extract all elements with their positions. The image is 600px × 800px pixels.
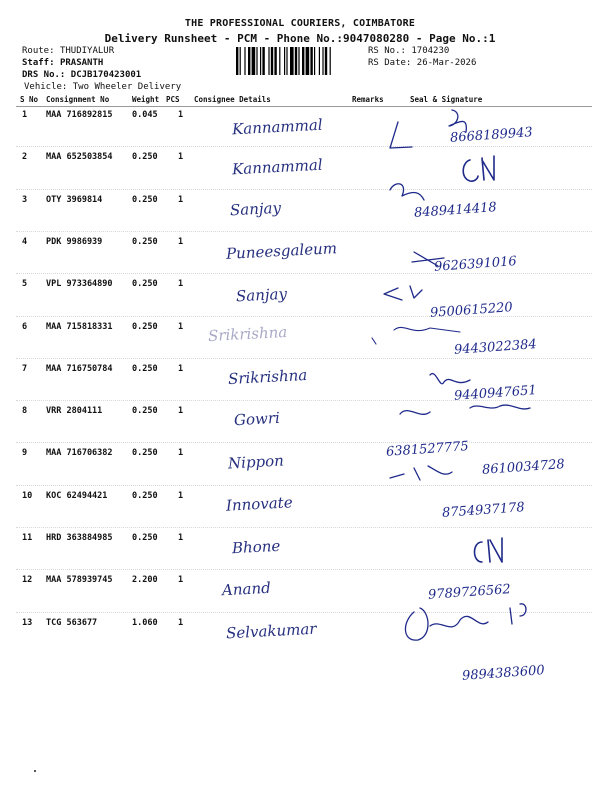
row-pcs: 1 [178, 279, 184, 290]
row-sno: 4 [22, 236, 28, 247]
row-pcs: 1 [178, 533, 184, 543]
col-consignment: Consignment No [46, 95, 110, 104]
signature-scribble [390, 122, 412, 148]
row-weight: 1.060 [132, 617, 158, 628]
col-sno: S No [20, 95, 39, 104]
signature-phone-number: 8754937178 [441, 499, 526, 521]
row-sno: 2 [22, 152, 28, 163]
row-sno: 8 [22, 406, 28, 417]
rs-no-label: RS No.: [368, 46, 406, 56]
row-consignment-no: MAA 715818331 [46, 321, 113, 332]
consignee-handwritten-name: Gowri [233, 408, 281, 430]
drs-value: DCJB170423001 [70, 70, 142, 80]
signature-scribble [510, 604, 526, 624]
company-title: THE PROFESSIONAL COURIERS, COIMBATORE [184, 18, 416, 29]
signature-scribble [463, 156, 494, 181]
signature-scribble [372, 327, 460, 344]
consignee-handwritten-name: Kannammal [231, 115, 324, 139]
consignee-handwritten-name: Innovate [225, 493, 294, 515]
row-pcs: 1 [178, 110, 184, 120]
row-weight: 2.200 [132, 575, 158, 586]
row-pcs: 1 [178, 448, 184, 459]
col-weight: Weight [132, 95, 160, 104]
row-consignment-no: HRD 363884985 [46, 533, 113, 543]
signature-phone-number: 9500615220 [429, 300, 514, 322]
consignee-handwritten-name: Puneesgaleum [225, 239, 338, 263]
row-weight: 0.045 [132, 110, 158, 120]
row-sno: 12 [22, 575, 33, 586]
signature-phone-number: 9894383600 [461, 662, 546, 684]
signature-scribble [449, 110, 466, 132]
signature-scribble [430, 374, 470, 384]
route-label: Route: [22, 46, 55, 56]
row-pcs: 1 [178, 406, 184, 417]
rs-date-value: 26-Mar-2026 [416, 58, 477, 68]
drs-label: DRS No.: [22, 70, 66, 80]
row-pcs: 1 [178, 490, 184, 501]
row-weight: 0.250 [132, 279, 158, 290]
row-consignment-no: VPL 973364890 [46, 279, 113, 290]
vehicle-line: Vehicle: Two Wheeler Delivery [24, 82, 182, 92]
rs-no-value: 1704230 [411, 46, 450, 56]
consignee-handwritten-name: Sanjay [235, 284, 288, 306]
signature-scribble [390, 184, 424, 200]
row-weight: 0.250 [132, 321, 158, 332]
signature-scribble [390, 466, 452, 480]
row-consignment-no: PDK 9986939 [46, 236, 103, 247]
row-sno: 3 [22, 194, 28, 205]
signature-phone-number: 8610034728 [481, 457, 566, 479]
rs-date-label: RS Date: [368, 58, 412, 68]
row-weight: 0.250 [132, 406, 158, 417]
consignee-handwritten-name: Nippon [227, 451, 285, 473]
row-consignment-no: MAA 716892815 [46, 110, 113, 120]
signature-phone-number: 9443022384 [453, 336, 538, 358]
scan-speck [34, 770, 36, 772]
row-sno: 13 [22, 617, 33, 628]
row-weight: 0.250 [132, 533, 158, 543]
row-pcs: 1 [178, 194, 184, 205]
consignee-handwritten-name: Bhone [231, 536, 281, 558]
signature-scribble [405, 608, 488, 640]
row-pcs: 1 [178, 152, 184, 163]
row-consignment-no: TCG 563677 [46, 617, 98, 628]
consignee-handwritten-name: Selvakumar [225, 619, 317, 643]
staff-label: Staff: [22, 58, 55, 68]
signature-phone-number: 8489414418 [413, 199, 498, 221]
row-pcs: 1 [178, 363, 184, 374]
staff-value: PRASANTH [59, 58, 104, 68]
row-weight: 0.250 [132, 236, 158, 247]
signature-phone-number: 8668189943 [449, 125, 534, 146]
col-consignee: Consignee Details [194, 95, 271, 104]
row-sno: 1 [22, 110, 28, 120]
consignee-handwritten-name: Srikrishna [207, 322, 288, 346]
consignee-handwritten-name: Sanjay [229, 198, 282, 220]
row-weight: 0.250 [132, 152, 158, 163]
row-pcs: 1 [178, 236, 184, 247]
row-consignment-no: MAA 578939745 [46, 575, 113, 586]
row-sno: 5 [22, 279, 28, 290]
runsheet-subtitle: Delivery Runsheet - PCM - Phone No.:9047080280 - Page No.:1 [104, 32, 496, 45]
row-consignment-no: VRR 2804111 [46, 406, 103, 417]
row-consignment-no: MAA 716750784 [46, 363, 113, 374]
signature-phone-number: 6381527775 [385, 439, 470, 460]
row-sno: 6 [22, 321, 28, 332]
route-value: THUDIYALUR [59, 46, 115, 56]
signature-phone-number: 9440947651 [453, 382, 538, 404]
row-pcs: 1 [178, 321, 184, 332]
row-sno: 10 [22, 490, 33, 501]
consignee-handwritten-name: Kannammal [231, 155, 324, 179]
row-sno: 7 [22, 363, 28, 374]
row-weight: 0.250 [132, 194, 158, 205]
signature-phone-number: 9626391016 [433, 254, 518, 275]
col-remarks: Remarks [352, 95, 384, 104]
row-pcs: 1 [178, 617, 184, 628]
signature-scribble [384, 286, 422, 300]
signature-phone-number: 9789726562 [427, 582, 512, 604]
row-sno: 11 [22, 533, 33, 543]
signature-scribble [475, 538, 503, 562]
row-weight: 0.250 [132, 448, 158, 459]
col-pcs: PCS [166, 95, 180, 104]
consignee-handwritten-name: Anand [221, 578, 272, 600]
consignee-handwritten-name: Srikrishna [227, 365, 308, 389]
row-weight: 0.250 [132, 490, 158, 501]
row-consignment-no: MAA 716706382 [46, 448, 113, 459]
signature-scribble [400, 405, 530, 414]
row-consignment-no: MAA 652503854 [46, 152, 113, 163]
row-consignment-no: KOC 62494421 [46, 490, 108, 501]
row-consignment-no: OTY 3969814 [46, 194, 103, 205]
row-weight: 0.250 [132, 363, 158, 374]
col-seal-signature: Seal & Signature [410, 95, 483, 104]
row-pcs: 1 [178, 575, 184, 586]
row-sno: 9 [22, 448, 28, 459]
